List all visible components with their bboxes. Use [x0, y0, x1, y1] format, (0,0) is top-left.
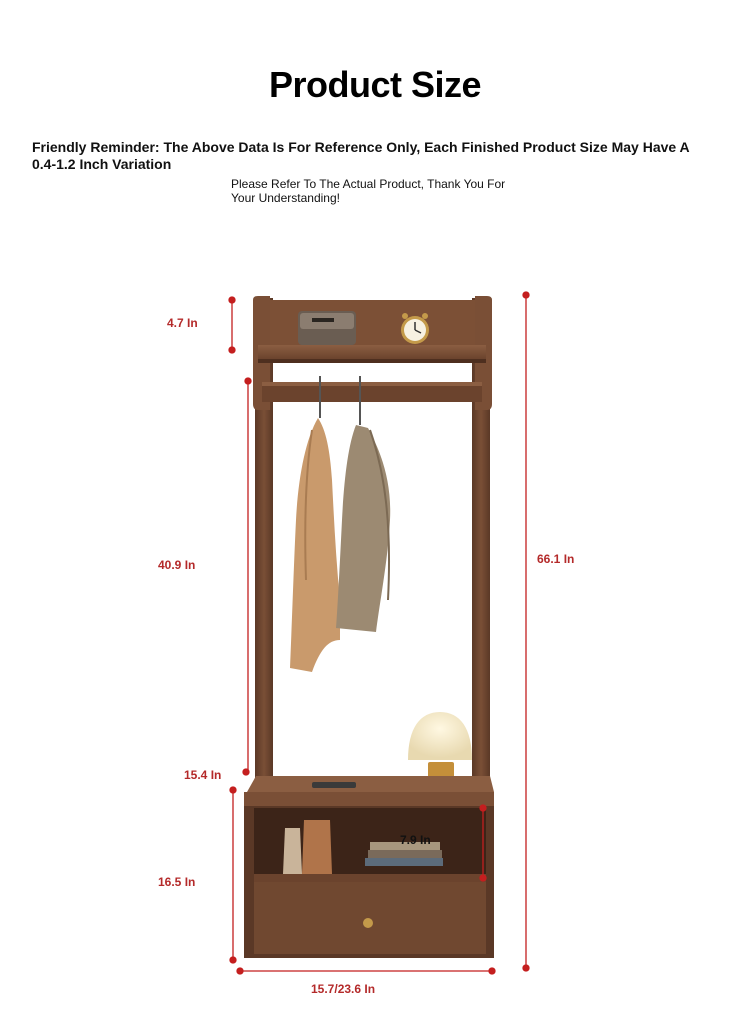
hanging-garments — [290, 376, 390, 672]
hanging-height-label: 40.9 In — [158, 558, 196, 572]
reminder-text: Friendly Reminder: The Above Data Is For Reference Only, Each Finished Product Size May Have A 0.4-1.2 Inch Variation — [32, 139, 690, 172]
top-shelf — [258, 345, 486, 359]
tan-jacket — [290, 418, 340, 672]
cabinet-gap-label: 15.4 In — [184, 768, 222, 782]
book-stack — [365, 858, 443, 866]
reference-note: Please Refer To The Actual Product, Thank You For Your Understanding! — [231, 177, 506, 205]
drawer-knob — [363, 918, 373, 928]
total-height-label: 66.1 In — [537, 552, 575, 566]
storage-cabinet — [244, 776, 494, 958]
page-title: Product Size — [268, 64, 482, 105]
cabinet-height-label: 16.5 In — [158, 875, 196, 889]
width-label: 15.7/23.6 In — [311, 982, 376, 996]
remote-control — [312, 782, 356, 788]
charging-station — [298, 311, 356, 345]
shopping-bags — [283, 828, 302, 874]
shelf-opening-label: 7.9 In — [400, 833, 431, 847]
alarm-clock-icon — [401, 313, 429, 344]
grey-sweater — [336, 425, 390, 632]
top-shelf-height-label: 4.7 In — [167, 316, 198, 330]
cabinet-drawer — [254, 882, 486, 954]
